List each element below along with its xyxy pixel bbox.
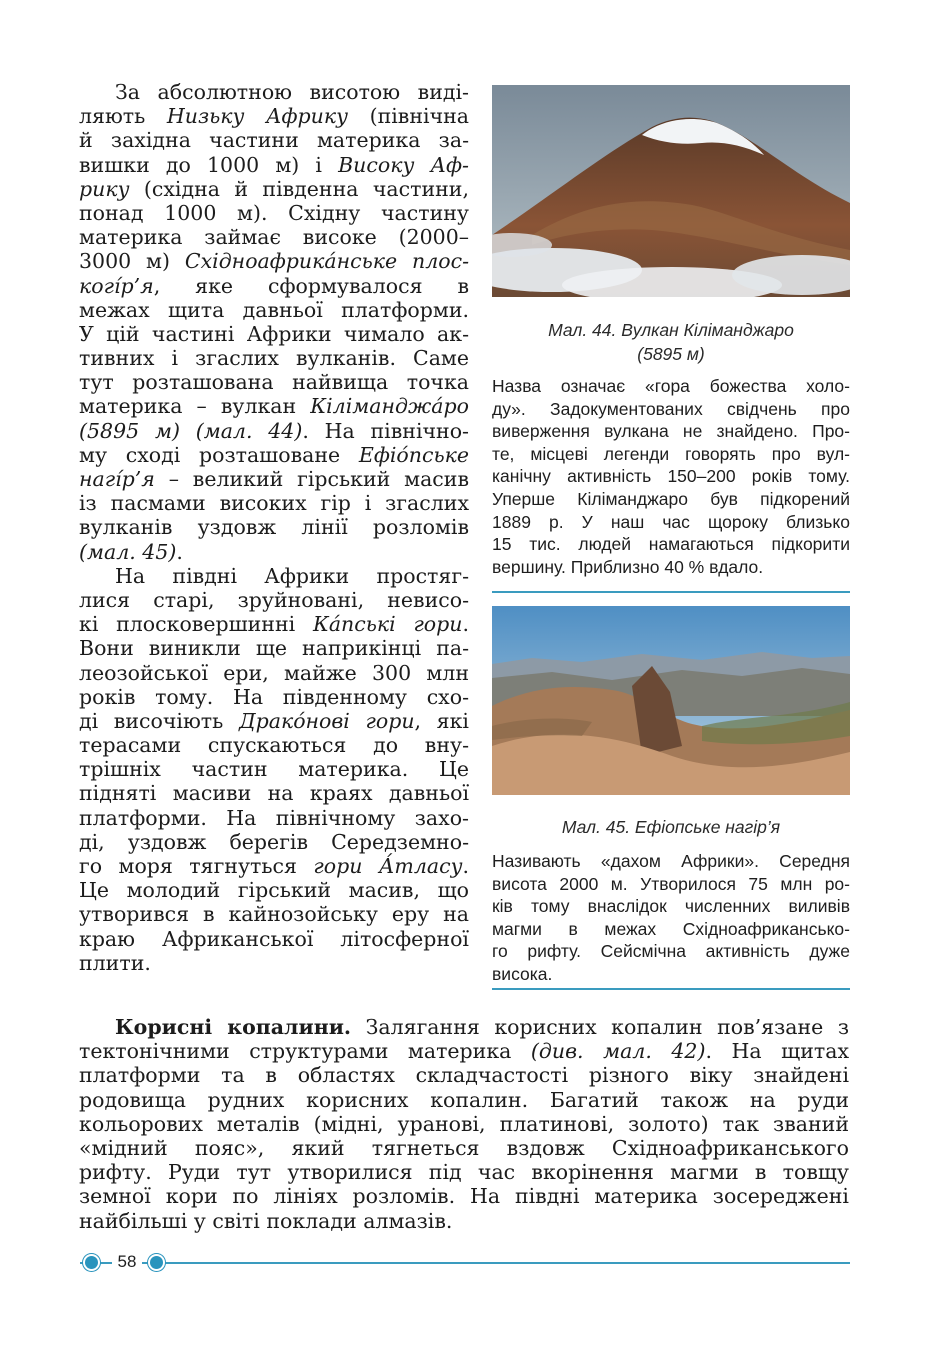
italic-term: когі́р’я	[79, 273, 154, 298]
text-line	[79, 709, 469, 733]
note-line: го рифту. Сейсмічна активність дуже	[492, 941, 850, 962]
text-line	[79, 128, 469, 152]
text-run: кольорових металів (мідні, уранові, платинові, золото) так званий	[79, 1111, 849, 1136]
text-line	[79, 927, 469, 951]
text-line	[79, 249, 469, 273]
text-run: земної кори по лініях розломів. На півдні материка зосереджені	[79, 1184, 849, 1209]
text-line	[79, 443, 469, 467]
figure-44-note	[492, 375, 850, 578]
italic-term: гори А́тласу	[313, 854, 463, 878]
note-line: 15 тис. людей намагаються підкорити	[492, 534, 850, 555]
text-line	[79, 104, 469, 128]
text-line	[79, 636, 469, 660]
left-column-text	[79, 80, 469, 975]
italic-term: нагі́р’я	[79, 467, 155, 491]
note-line: магми в межах Східноафрикансько-	[492, 918, 850, 939]
text-run: кі плосковершинні	[79, 612, 313, 637]
text-run: платформи. На північному захо-	[79, 805, 469, 830]
text-run: платформи та в областях складчастості різного віку знайдені	[79, 1063, 849, 1088]
text-line	[79, 588, 469, 612]
minerals-paragraph	[79, 1015, 849, 1233]
text-run: . На північно-	[302, 418, 469, 443]
note-line: канічну активність 150–200 років тому.	[492, 466, 850, 487]
text-run: материка – вулкан	[79, 394, 311, 419]
text-run: ді, уздовж берегів Середземно-	[79, 829, 469, 854]
text-run: За абсолютною висотою виді-	[115, 80, 469, 104]
text-run: краю Африканської літосферної	[79, 926, 469, 951]
italic-term: Східноафрика́нське плос-	[184, 249, 469, 274]
text-run: лися старі, зруйновані, невисо-	[79, 587, 469, 612]
text-run: Вони виникли ще наприкінці па-	[79, 636, 469, 661]
note-line: 1889 р. У наш час щороку близько	[492, 511, 850, 532]
text-line	[79, 951, 469, 975]
text-run: трішніх частин материка. Це	[79, 757, 469, 782]
ethiopian-highlands-photo	[492, 606, 850, 795]
text-run: найбільші у світі поклади алмазів.	[79, 1208, 453, 1233]
text-run: 3000 м)	[79, 249, 185, 274]
text-line	[79, 757, 469, 781]
text-line	[79, 467, 469, 491]
text-line	[79, 1039, 849, 1063]
note-line: ду». Задокументованих свідчень про	[492, 398, 850, 419]
note-line: те, місцеві легенди говорять про вул-	[492, 443, 850, 464]
text-run: родовища рудних корисних копалин. Багатий також на руди	[79, 1087, 849, 1112]
footer-dot-icon	[85, 1256, 98, 1269]
text-line	[79, 564, 469, 588]
text-run: тектонічними структурами материка	[79, 1039, 531, 1064]
text-run: ді височіють	[79, 708, 239, 733]
text-line	[79, 370, 469, 394]
figure-45-caption	[492, 815, 850, 839]
text-run: , які	[414, 708, 469, 733]
text-run: підняті масиви на краях давньої	[79, 781, 469, 806]
text-run: го моря тягнуться	[79, 854, 314, 878]
text-line	[79, 878, 469, 902]
text-run: «мідний пояс», який тягнеться вздовж Східноафриканського	[79, 1135, 849, 1160]
note-line: вершину. Приблизно 40 % вдало.	[492, 556, 764, 577]
text-line	[79, 1015, 849, 1039]
divider-rule	[492, 988, 850, 990]
text-run: – великий гірський масив	[154, 467, 469, 491]
text-line	[79, 201, 469, 225]
text-run: Це молодий гірський масив, що	[79, 878, 469, 903]
figure-44-caption	[492, 318, 850, 366]
text-run: На півдні Африки простяг-	[115, 563, 469, 588]
text-line	[79, 419, 469, 443]
italic-term: Драко́нові гори	[238, 708, 415, 733]
text-line	[79, 830, 469, 854]
text-line	[79, 854, 469, 878]
note-line: висота 2000 м. Утворилося 75 млн ро-	[492, 873, 850, 894]
note-line: Назва означає «гора божества холо-	[492, 376, 850, 396]
text-run: У цій частині Африки чимало ак-	[79, 321, 469, 346]
text-line	[79, 346, 469, 370]
text-run: .	[176, 539, 183, 564]
text-run: й західна частини материка за-	[79, 128, 469, 153]
text-line	[79, 274, 469, 298]
text-line	[79, 781, 469, 805]
kilimanjaro-photo	[492, 85, 850, 297]
footer-dot-icon	[150, 1256, 163, 1269]
text-run: тут розташована найвища точка	[79, 370, 469, 395]
figure-45-note	[492, 850, 850, 986]
text-line	[79, 322, 469, 346]
text-line	[79, 1063, 849, 1087]
text-run: років тому. На південному схо-	[79, 684, 469, 709]
text-line	[79, 733, 469, 757]
italic-term: (див. мал. 42)	[530, 1039, 706, 1064]
text-run: плити.	[79, 950, 151, 975]
text-line	[79, 806, 469, 830]
italic-term: Ефіо́пське	[358, 442, 469, 467]
italic-term: Низьку Африку	[166, 104, 349, 129]
italic-term: (мал. 45)	[79, 539, 177, 564]
text-run: .	[462, 612, 469, 637]
text-run: (північна	[348, 104, 470, 129]
text-line	[79, 1184, 849, 1208]
text-run: із пасмами високих гір і згаслих	[79, 491, 469, 516]
text-line	[79, 394, 469, 418]
divider-rule	[492, 591, 850, 593]
note-line: виверження вулкана не знайдено. Про-	[492, 421, 850, 442]
text-run: материка займає високе (2000–	[79, 225, 469, 250]
text-run: му сході розташоване	[79, 442, 359, 467]
text-run: утворився в кайнозойську еру на	[79, 902, 469, 927]
text-line	[79, 80, 469, 104]
text-line	[79, 540, 469, 564]
text-run: межах щита давньої платформи.	[79, 297, 469, 322]
figure-44-caption-title: Мал. 44. Вулкан Кіліманджаро	[548, 320, 794, 340]
text-run: рифту. Руди тут утворилися під час вкорінення магми в товщу	[79, 1160, 849, 1185]
italic-term: Ка́пські гори	[312, 612, 463, 637]
text-line	[79, 225, 469, 249]
figure-44-caption-height: (5895 м)	[637, 344, 705, 364]
text-line	[79, 1088, 849, 1112]
text-line	[79, 298, 469, 322]
text-run: терасами спускаються до вну-	[79, 733, 469, 758]
text-line	[79, 1160, 849, 1184]
italic-term: Високу Аф-	[338, 152, 469, 177]
text-line	[79, 612, 469, 636]
text-run: вулканів уздовж лінії розломів	[79, 515, 469, 540]
text-run: ляють	[79, 104, 167, 129]
bold-heading: Корисні копалини.	[115, 1015, 352, 1039]
italic-term: рику	[79, 176, 130, 201]
text-run: . На щитах	[705, 1039, 850, 1064]
text-line	[79, 661, 469, 685]
page-number: 58	[112, 1250, 142, 1274]
text-run: , яке сформувалося в	[153, 273, 469, 298]
note-line: Уперше Кіліманджаро був підкорений	[492, 488, 850, 509]
text-line	[79, 902, 469, 926]
figure-45-caption-title: Мал. 45. Ефіопське нагір’я	[561, 817, 781, 837]
text-run: Залягання корисних копалин пов’язане з	[351, 1015, 850, 1039]
text-line	[79, 1136, 849, 1160]
note-line: ків тому внаслідок численних виливів	[492, 896, 850, 917]
note-line: висока.	[492, 963, 553, 984]
text-line	[79, 153, 469, 177]
note-line: Називають «дахом Африки». Середня	[492, 851, 850, 871]
text-line	[79, 491, 469, 515]
text-run: .	[462, 854, 469, 878]
text-run: леозойської ери, майже 300 млн	[79, 660, 469, 685]
footer-rule	[80, 1262, 850, 1264]
text-run: (східна й південна частини,	[129, 176, 469, 201]
text-line	[79, 1112, 849, 1136]
text-line	[79, 1209, 849, 1233]
text-run: понад 1000 м). Східну частину	[79, 200, 469, 225]
italic-term: (5895 м) (мал. 44)	[79, 418, 303, 443]
italic-term: Кіліманджа́ро	[310, 394, 469, 419]
text-run: тивних і згаслих вулканів. Саме	[79, 346, 469, 371]
text-run: вишки до 1000 м) і	[79, 152, 339, 177]
text-line	[79, 685, 469, 709]
text-line	[79, 177, 469, 201]
text-line	[79, 515, 469, 539]
